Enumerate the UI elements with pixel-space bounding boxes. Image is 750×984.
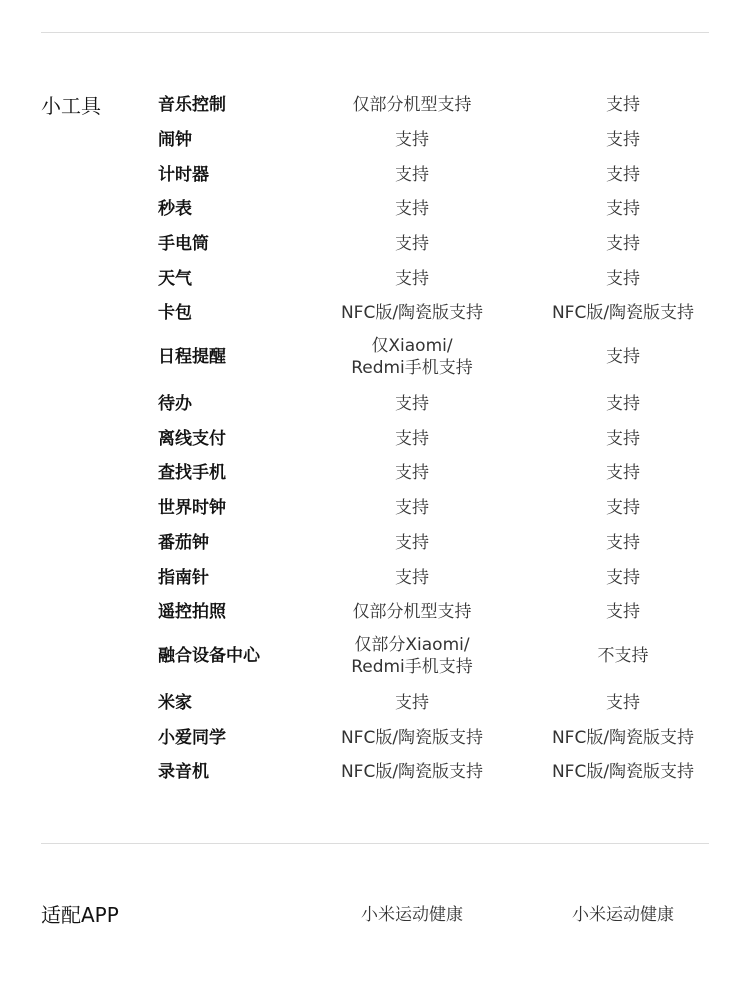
support-cell-col2 [513,129,733,151]
feature-name: 遥控拍照 [158,602,226,622]
support-text: 支持 [395,269,429,289]
support-text: 支持 [395,199,429,219]
feature-name: 卡包 [158,303,192,323]
support-text: 支持 [606,95,640,115]
support-cell-col1 [302,129,522,151]
support-cell-col1 [302,692,522,714]
support-cell-col1 [302,94,522,116]
feature-name: 天气 [158,269,192,289]
support-text: 支持 [606,394,640,414]
support-text: NFC版/陶瓷版支持 [340,728,484,748]
support-cell-col1 [302,727,522,749]
support-text: 仅Xiaomi/ [371,336,453,356]
support-cell-col1 [302,761,522,783]
support-cell-col1 [302,532,522,554]
support-cell-col2 [513,497,733,519]
support-cell-col2 [513,601,733,623]
support-text: 支持 [395,429,429,449]
support-text: 支持 [395,533,429,553]
support-cell-col2 [513,692,733,714]
feature-name: 世界时钟 [158,498,226,518]
support-text: 仅部分机型支持 [352,602,472,622]
support-text: NFC版/陶瓷版支持 [551,728,695,748]
feature-name: 指南针 [158,568,209,588]
section-title-app: 适配APP [41,903,119,927]
support-text: 支持 [606,130,640,150]
support-cell-col2 [513,645,733,667]
support-text: 支持 [606,165,640,185]
support-text: 支持 [606,463,640,483]
support-text: 支持 [606,234,640,254]
support-text: 支持 [395,234,429,254]
support-text: 支持 [395,394,429,414]
support-text: Redmi手机支持 [351,358,473,378]
support-text: 支持 [395,130,429,150]
support-text: 支持 [395,693,429,713]
feature-name: 米家 [158,693,192,713]
support-text: 支持 [606,693,640,713]
section-title-tools: 小工具 [41,94,101,118]
support-text: NFC版/陶瓷版支持 [551,303,695,323]
support-text: 支持 [606,533,640,553]
feature-name: 番茄钟 [158,533,209,553]
feature-name: 计时器 [158,165,209,185]
support-text: NFC版/陶瓷版支持 [551,762,695,782]
support-cell-col2 [513,198,733,220]
support-text: 仅部分机型支持 [352,95,472,115]
feature-name: 录音机 [158,762,209,782]
support-cell-col2 [513,94,733,116]
feature-name: 手电筒 [158,234,209,254]
support-cell-col2 [513,567,733,589]
support-cell-col1 [302,198,522,220]
support-cell-col1 [302,335,522,379]
app-value-col2: 小米运动健康 [572,905,674,925]
feature-name: 闹钟 [158,130,192,150]
support-text: NFC版/陶瓷版支持 [340,762,484,782]
app-value-col1: 小米运动健康 [361,905,463,925]
feature-name: 日程提醒 [158,347,226,367]
support-cell-col1 [302,497,522,519]
support-cell-col2 [513,233,733,255]
top-divider [41,32,709,33]
support-cell-col1 [302,393,522,415]
support-text: 支持 [395,165,429,185]
support-text: 支持 [395,568,429,588]
support-text: 支持 [395,498,429,518]
support-cell-col2 [513,302,733,324]
support-cell-col1 [302,601,522,623]
feature-name: 音乐控制 [158,95,226,115]
support-text: 支持 [606,429,640,449]
support-cell-col1 [302,634,522,678]
support-text: 仅部分Xiaomi/ [354,635,470,655]
support-cell-col1 [302,233,522,255]
support-text: NFC版/陶瓷版支持 [340,303,484,323]
support-text: 支持 [606,602,640,622]
feature-name: 秒表 [158,199,192,219]
support-cell-col2 [513,346,733,368]
middle-divider [41,843,709,844]
support-text: 不支持 [597,646,649,666]
support-cell-col1 [302,567,522,589]
support-cell-col2 [513,428,733,450]
support-cell-col2 [513,164,733,186]
support-cell-col2 [513,761,733,783]
support-cell-col2 [513,393,733,415]
support-text: 支持 [606,199,640,219]
feature-name: 查找手机 [158,463,226,483]
support-cell-col1 [302,268,522,290]
support-cell-col1 [302,164,522,186]
support-cell-col2 [513,727,733,749]
support-cell-col2 [513,532,733,554]
support-text: 支持 [606,568,640,588]
support-cell-col1 [302,302,522,324]
support-cell-col1 [302,428,522,450]
feature-name: 待办 [158,394,192,414]
support-text: 支持 [606,269,640,289]
support-text: 支持 [395,463,429,483]
feature-name: 小爱同学 [158,728,226,748]
feature-name: 融合设备中心 [158,646,260,666]
support-cell-col1 [302,462,522,484]
support-text: 支持 [606,498,640,518]
support-text: 支持 [606,347,640,367]
support-cell-col2 [513,462,733,484]
support-cell-col2 [513,268,733,290]
feature-name: 离线支付 [158,429,226,449]
support-text: Redmi手机支持 [351,657,473,677]
